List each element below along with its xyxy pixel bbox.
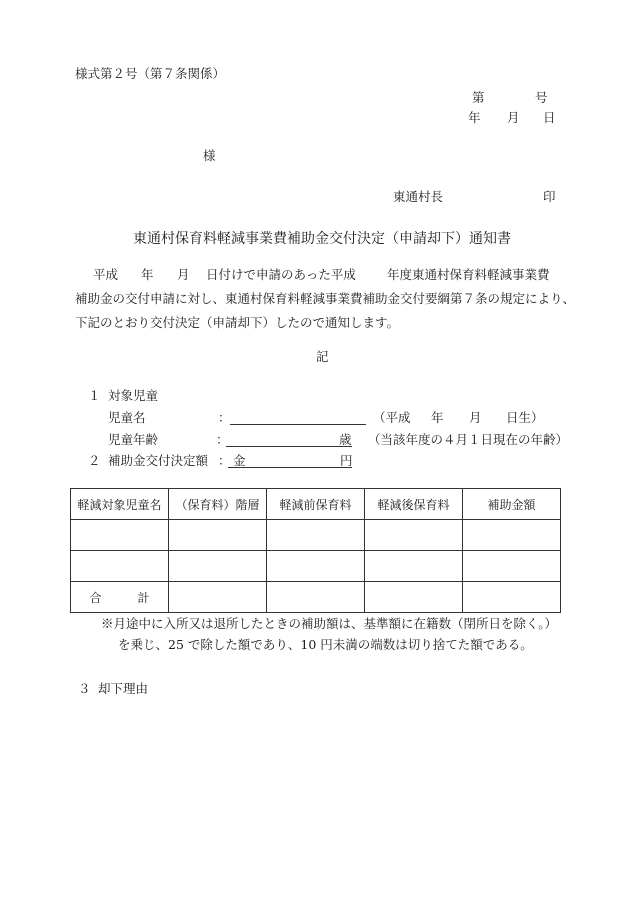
body-month: 月	[177, 267, 190, 282]
table-total-row	[71, 582, 561, 613]
date-year: 年	[468, 110, 481, 125]
document-title: 東通村保育料軽減事業費補助金交付決定（申請却下）通知書	[133, 231, 511, 247]
header-fee-after: 軽減後保育料	[365, 489, 463, 520]
header-child-name: 軽減対象児童名	[71, 489, 169, 520]
child-birth-day: 日生）	[506, 410, 544, 425]
section2-number: ２	[88, 453, 101, 468]
amount-field[interactable]	[228, 453, 352, 468]
child-birth-open: （平成	[373, 410, 411, 425]
header-tier: （保育料）階層	[169, 489, 267, 520]
section3-label: 却下理由	[98, 681, 149, 696]
doc-number-prefix: 第	[472, 90, 485, 105]
table-cell[interactable]	[169, 582, 267, 613]
table-cell[interactable]	[267, 520, 365, 551]
body-year: 年	[141, 267, 154, 282]
child-age-unit: 歳	[339, 432, 352, 447]
body-era: 平成	[93, 267, 119, 282]
addressee-suffix: 様	[203, 148, 216, 163]
child-name-field[interactable]	[230, 410, 366, 425]
issuer-seal: 印	[543, 189, 556, 204]
table-row	[71, 520, 561, 551]
date-month: 月	[507, 110, 520, 125]
child-age-colon: ：	[216, 432, 229, 447]
table-cell[interactable]	[463, 582, 561, 613]
body-line2: 補助金の交付申請に対し、東通村保育料軽減事業費補助金交付要綱第７条の規定により、	[75, 291, 576, 306]
doc-number-suffix: 号	[535, 90, 548, 105]
section1-label: 対象児童	[108, 388, 159, 403]
total-label: 合 計	[71, 582, 169, 613]
table-cell[interactable]	[267, 551, 365, 582]
note-line1: ※月途中に入所又は退所したときの補助額は、基準額に在籍数（閉所日を除く。）	[101, 616, 558, 631]
table-cell[interactable]	[365, 551, 463, 582]
form-label: 様式第２号（第７条関係）	[75, 66, 226, 81]
table-cell[interactable]	[267, 582, 365, 613]
body-line1-rest2: 年度東通村保育料軽減事業費	[387, 267, 550, 282]
section2-label: 補助金交付決定額	[108, 453, 209, 468]
amount-unit: 円	[340, 453, 353, 468]
child-name-colon: ：	[218, 410, 231, 425]
subsidy-table	[70, 488, 561, 613]
child-name-label: 児童名	[108, 410, 146, 425]
header-fee-before: 軽減前保育料	[267, 489, 365, 520]
ki-heading: 記	[316, 349, 329, 364]
table-cell[interactable]	[365, 582, 463, 613]
table-cell[interactable]	[365, 520, 463, 551]
table-cell[interactable]	[463, 551, 561, 582]
note-line2: を乗じ、25 で除した額であり、10 円未満の端数は切り捨てた額である。	[118, 637, 533, 652]
child-age-field[interactable]	[226, 432, 352, 447]
issuer-name: 東通村長	[393, 189, 444, 204]
child-age-label: 児童年齢	[108, 432, 159, 447]
table-row	[71, 551, 561, 582]
child-birth-month: 月	[469, 410, 482, 425]
body-line1-rest: 日付けで申請のあった平成	[206, 267, 356, 282]
body-line3: 下記のとおり交付決定（申請却下）したので通知します。	[75, 315, 400, 330]
table-cell[interactable]	[169, 551, 267, 582]
amount-prefix: 金	[233, 453, 246, 468]
table-header-row	[71, 489, 561, 520]
section2-colon: ：	[218, 453, 231, 468]
child-birth-year: 年	[431, 410, 444, 425]
date-day: 日	[543, 110, 556, 125]
header-subsidy: 補助金額	[463, 489, 561, 520]
table-cell[interactable]	[463, 520, 561, 551]
section1-number: １	[88, 388, 101, 403]
table-cell[interactable]	[71, 520, 169, 551]
table-cell[interactable]	[71, 551, 169, 582]
table-cell[interactable]	[169, 520, 267, 551]
child-age-note: （当該年度の４月１日現在の年齢）	[368, 432, 569, 447]
section3-number: ３	[78, 681, 91, 696]
